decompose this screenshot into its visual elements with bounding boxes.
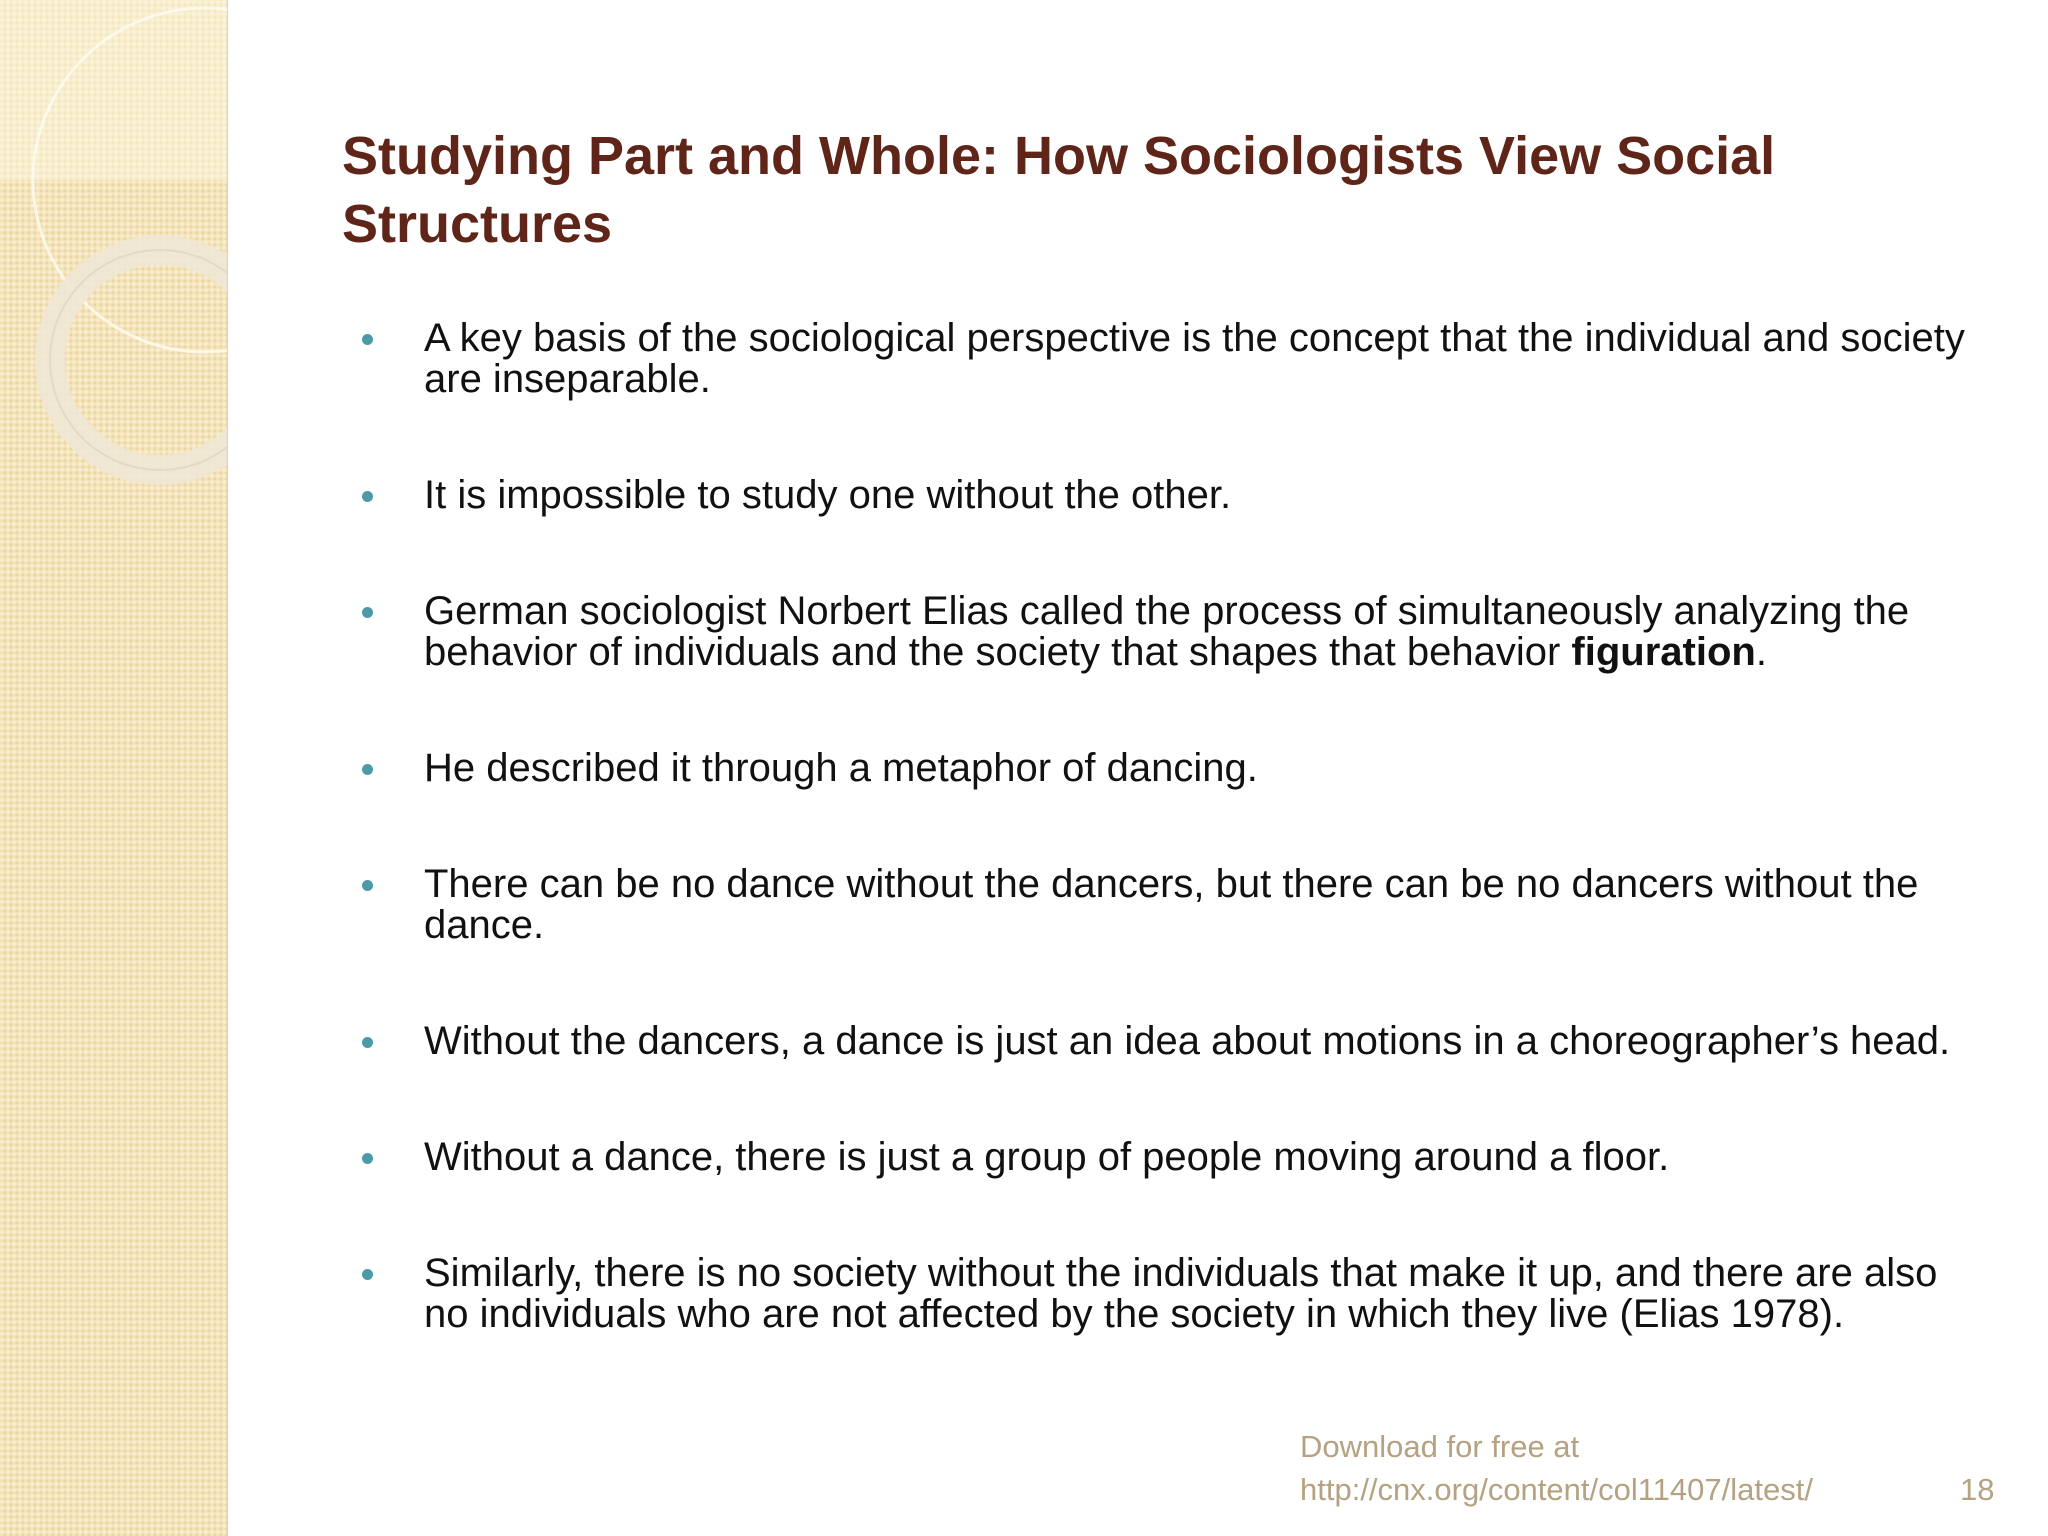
bullet-icon — [362, 1269, 373, 1280]
bullet-text-part: German sociologist Norbert Elias called the process of simultaneously analyzing the behavior of individuals and the society that shapes that behavior — [424, 589, 1910, 674]
bullet-item — [360, 318, 1980, 400]
bullet-text-period: . — [1755, 630, 1767, 674]
bullet-icon — [362, 1153, 373, 1164]
bullet-icon — [362, 880, 373, 891]
bullet-text: A key basis of the sociological perspective is the concept that the individual and society are inseparable. — [424, 316, 1965, 401]
thick-ring — [50, 250, 227, 470]
bullet-text: It is impossible to study one without the other. — [424, 473, 1232, 517]
ring-decoration-icon — [0, 0, 227, 520]
bullet-item — [360, 1021, 1980, 1062]
page-number: 18 — [1960, 1472, 1995, 1507]
footer-url: http://cnx.org/content/col11407/latest/ — [1300, 1472, 1813, 1507]
bullet-text: There can be no dance without the dancers, but there can be no dancers without the dance. — [424, 862, 1919, 947]
figuration-term: figuration — [1571, 630, 1756, 674]
bullet-icon — [362, 334, 373, 345]
bullet-text: Without a dance, there is just a group of people moving around a floor. — [424, 1135, 1670, 1179]
bullet-text: Similarly, there is no society without the individuals that make it up, and there are also no individuals who are not affected by the society in which they live (Elias 1978). — [424, 1251, 1938, 1336]
footer-credit — [1300, 1425, 1813, 1511]
bullet-icon — [362, 491, 373, 502]
bullet-item — [360, 1253, 1980, 1335]
bullet-item — [360, 748, 1980, 789]
bullet-icon — [362, 1037, 373, 1048]
bullet-item — [360, 475, 1980, 516]
decorative-side-band — [0, 0, 228, 1536]
footer-download-label: Download for free at — [1300, 1429, 1580, 1464]
bullet-list — [360, 318, 1980, 1410]
slide-title: Studying Part and Whole: How Sociologists View Social Structures — [342, 126, 1776, 254]
bullet-text: Without the dancers, a dance is just an idea about motions in a choreographer’s head. — [424, 1019, 1951, 1063]
bullet-item — [360, 591, 1980, 673]
bullet-text-figuration — [424, 589, 1909, 674]
bullet-icon — [362, 607, 373, 618]
bullet-icon — [362, 764, 373, 775]
bullet-item — [360, 864, 1980, 946]
bullet-text: He described it through a metaphor of dancing. — [424, 746, 1258, 790]
bullet-item — [360, 1137, 1980, 1178]
